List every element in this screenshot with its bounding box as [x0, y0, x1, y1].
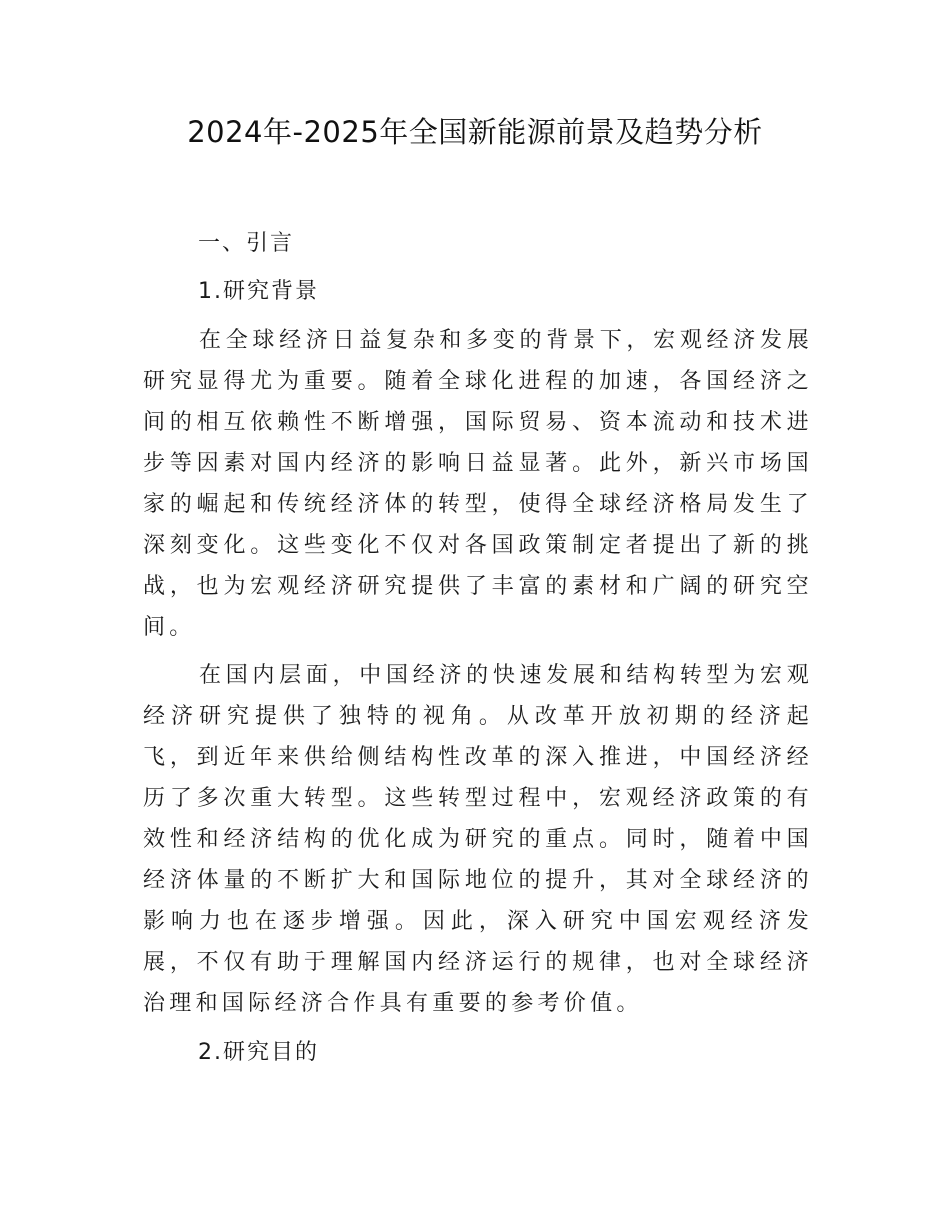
- section-heading: 一、引言: [198, 231, 295, 256]
- document-body: [143, 223, 813, 1081]
- paragraph-domestic-context: 在国内层面，中国经济的快速发展和结构转型为宏观经济研究提供了独特的视角。从改革开放初期的经济起飞，到近年来供给侧结构性改革的深入推进，中国经济经历了多次重大转型。这些转型过程中，宏观经济政策的有效性和经济结构的优化成为研究的重点。同时，随着中国经济体量的不断扩大和国际地位的提升，其对全球经济的影响力也在逐步增强。因此，深入研究中国宏观经济发展，不仅有助于理解国内经济运行的规律，也对全球经济治理和国际经济合作具有重要的参考价值。: [143, 663, 813, 1016]
- subsection-heading-purpose: 2.研究目的: [198, 1040, 319, 1065]
- document-title: 2024年-2025年全国新能源前景及趋势分析: [187, 115, 763, 149]
- paragraph-global-context: 在全球经济日益复杂和多变的背景下，宏观经济发展研究显得尤为重要。随着全球化进程的加速，各国经济之间的相互依赖性不断增强，国际贸易、资本流动和技术进步等因素对国内经济的影响日益显著。此外，新兴市场国家的崛起和传统经济体的转型，使得全球经济格局发生了深刻变化。这些变化不仅对各国政策制定者提出了新的挑战，也为宏观经济研究提供了丰富的素材和广阔的研究空间。: [143, 328, 813, 640]
- subsection-heading-background: 1.研究背景: [198, 279, 319, 304]
